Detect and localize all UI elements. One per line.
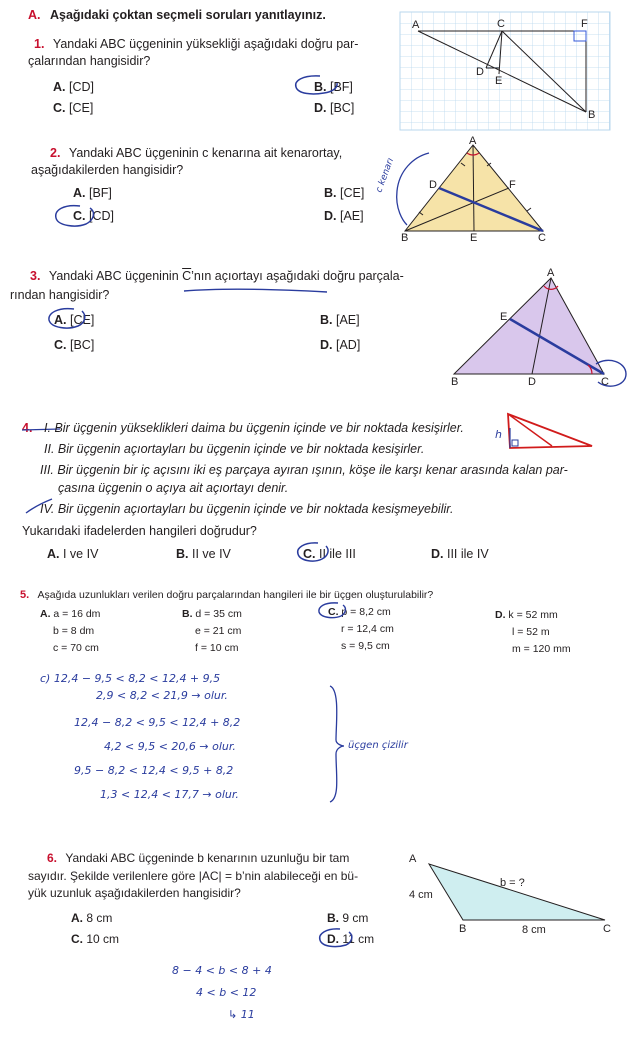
q4-option-c[interactable]: C. II ile III [303,547,356,561]
q4-item-2: II. Bir üçgenin açıortayları bu üçgenin içinde ve bir noktada kesişirler. [44,442,425,456]
q1-option-a[interactable]: A. [CD] [53,80,94,94]
q3-label-b: B [451,376,459,388]
q2-answer-circle [50,202,110,232]
q5-answer-circle [316,600,356,622]
q6-label-a: A [409,853,417,865]
q4-number: 4. [22,421,33,435]
q6-text: 6. Yandaki ABC üçgeninde b kenarının uzunluğu bir tam [47,851,350,865]
q1-label-c: C [497,18,505,30]
q5-hw-line6: 1,3 < 12,4 < 17,7 → olur. [100,788,239,801]
q4-option-b[interactable]: B. II ve IV [176,547,231,561]
q5-number: 5. [20,589,30,601]
q4-item-3: III. Bir üçgenin bir iç açısını iki eş parçaya ayıran ışının, köşe ile karşı kenar arasında kalan par- [40,463,568,477]
q5-hw-line3: 12,4 − 8,2 < 9,5 < 12,4 + 8,2 [74,716,241,729]
q3-option-a[interactable]: A. [CE] [54,313,95,327]
q4-option-a[interactable]: A. I ve IV [47,547,99,561]
q6-answer-circle [316,926,366,952]
q6-label-bc: 8 cm [522,924,546,936]
q4-sketch-label: h [495,428,502,441]
q2-label-e: E [470,232,478,244]
section-title: Aşağıdaki çoktan seçmeli soruları yanıtlayınız. [49,8,326,22]
q3-option-c[interactable]: C. [BC] [54,338,95,352]
q2-label-b: B [401,232,409,244]
q1-option-c[interactable]: C. [CE] [53,101,94,115]
q3-option-b[interactable]: B. [AE] [320,313,360,327]
q1-option-b[interactable]: B. [BF] [314,80,353,94]
q6-text-line2: sayıdır. Şekilde verilenlere göre |AC| = b’nin alabileceği en bü- [28,869,359,883]
q5-brace [326,684,346,804]
q1-figure [400,12,610,132]
q1-answer-circle [292,73,352,99]
q5-hw-line4: 4,2 < 9,5 < 20,6 → olur. [104,740,236,753]
q1-number: 1. [34,37,45,51]
q6-figure [405,848,625,938]
q6-option-c[interactable]: C. 10 cm [71,932,120,946]
q1-label-d: D [476,66,484,78]
q4-check-mark [24,497,54,517]
q3-label-a: A [547,267,555,279]
q3-label-d: D [528,376,536,388]
q5-option-b[interactable]: B. d = 35 cm e = 21 cm f = 10 cm [182,608,242,654]
q3-option-d[interactable]: D. [AD] [320,338,361,352]
q2-note: c kenarı [374,156,397,195]
q3-underline [182,286,332,296]
q1-label-e: E [495,75,503,87]
q1-label-b: B [588,109,596,121]
q6-label-ab: 4 cm [409,889,433,901]
q6-hw-line1: 8 − 4 < b < 8 + 4 [172,964,272,977]
q2-label-c: C [538,232,546,244]
q4-item-3-cont: çasına üçgenin o açıya ait açıortayı denir. [58,481,289,495]
section-letter: A. [28,8,41,22]
q5-hw-line2: 2,9 < 8,2 < 21,9 → olur. [96,689,228,702]
q2-option-c[interactable]: C. [CD] [73,209,114,223]
q2-number: 2. [50,146,61,160]
q2-label-f: F [509,179,516,191]
q2-option-d[interactable]: D. [AE] [324,209,364,223]
q3-answer-circle [44,305,104,333]
q2-label-d: D [429,179,437,191]
q3-text: 3. Yandaki ABC üçgeninin $\overline{C}’nın$ açıortayı aşağıdaki doğru parçala- [30,269,404,283]
q6-hw-line2: 4 < b < 12 [196,986,257,999]
q4-option-d[interactable]: D. III ile IV [431,547,489,561]
q3-number: 3. [30,269,41,283]
q4-item-1: I. Bir üçgenin yükseklikleri daima bu üçgenin içinde ve bir noktada kesişirler. [44,421,464,435]
q6-number: 6. [47,851,58,865]
q6-hw-line3: ↳ 11 [228,1008,255,1021]
q6-option-b[interactable]: B. 9 cm [327,911,369,925]
q1-label-f: F [581,18,588,30]
q5-text: 5. Aşağıda uzunlukları verilen doğru parçalarından hangileri ile bir üçgen oluşturulabilir? [20,589,434,601]
q5-option-d[interactable]: D. k = 52 mm l = 52 m m = 120 mm [495,609,571,655]
q2-label-a: A [469,135,477,147]
q4-question: Yukarıdaki ifadelerden hangileri doğrudur? [22,524,257,538]
q6-option-d[interactable]: D. 11 cm [327,932,375,946]
q5-option-a[interactable]: A. a = 16 dm b = 8 dm c = 70 cm [40,608,101,654]
q1-text-line2: çalarından hangisidir? [28,54,151,68]
q3-angle-c: $\overline{C}$ [182,269,192,283]
q5-side-note: üçgen çizilir [348,740,408,751]
q3-label-c: C [601,376,609,388]
q1-text: 1. Yandaki ABC üçgeninin yüksekliği aşağıdaki doğru par- [34,37,359,51]
q2-text: 2. Yandaki ABC üçgeninin c kenarına ait kenarortay, [50,146,343,160]
q4-answer-circle [294,540,344,566]
q5-hw-line1: c) 12,4 − 9,5 < 8,2 < 12,4 + 9,5 [40,672,221,685]
q1-option-d[interactable]: D. [BC] [314,101,355,115]
q6-text-line3: yük uzunluk aşağıdakilerden hangisidir? [28,886,241,900]
q3-text-line2: rından hangisidir? [10,288,110,302]
q2-text-line2: aşağıdakilerden hangisidir? [31,163,184,177]
q6-label-b: B [459,923,467,935]
q6-label-b-side: b = ? [500,877,525,889]
section-header [28,7,326,23]
q5-option-c[interactable]: C. p = 8,2 cm r = 12,4 cm s = 9,5 cm [328,606,394,652]
q3-label-e: E [500,311,508,323]
q6-label-c: C [603,923,611,935]
q4-sketch [492,408,602,458]
q2-figure [374,135,565,245]
q5-hw-line5: 9,5 − 8,2 < 12,4 < 9,5 + 8,2 [74,764,234,777]
q6-option-a[interactable]: A. 8 cm [71,911,113,925]
q4-item-4: IV. Bir üçgenin açıortayları bu üçgenin içinde ve bir noktada kesişmeyebilir. [40,502,454,516]
q3-figure [448,264,638,389]
q2-option-a[interactable]: A. [BF] [73,186,112,200]
q1-label-a: A [412,19,420,31]
q2-option-b[interactable]: B. [CE] [324,186,365,200]
